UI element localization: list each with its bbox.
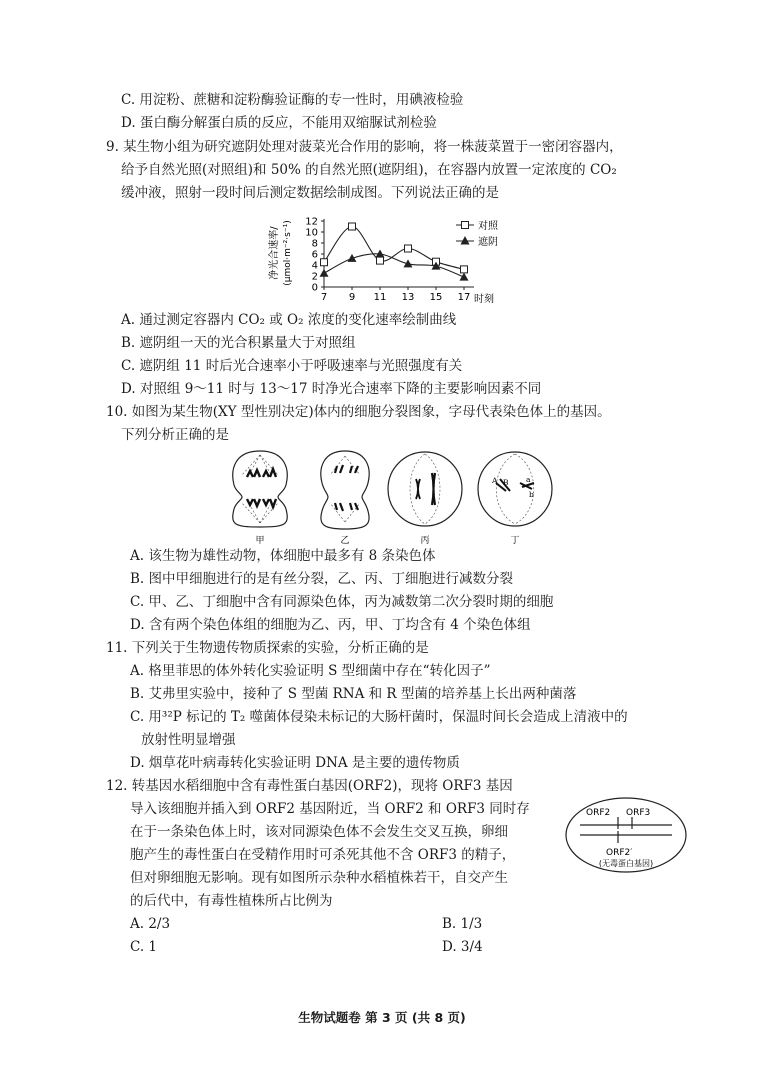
data-point-control [405,245,412,252]
q12-stem-line-4: 胞产生的毒性蛋白在受精作用时可杀死其他不含 ORF3 的精子， [130,847,516,863]
y-tick-label: 12 [305,216,318,228]
x-tick-label: 7 [320,292,328,303]
y-tick-label: 10 [305,227,318,239]
q12-option-c: C. 1 [130,939,158,955]
chart-xlabel: 时刻 [474,294,494,305]
chart-y-ticks [305,217,324,294]
q12-stem-line-2: 导入该细胞并插入到 ORF2 基因附近，当 ORF2 和 ORF3 同时存 [130,801,530,817]
q9-option-b: B. 遮阴组一天的光合积累量大于对照组 [121,335,356,351]
q8-option-c: C. 用淀粉、蔗糖和淀粉酶验证酶的专一性时，用碘液检验 [121,92,464,108]
data-point-shade [460,273,469,281]
x-tick-label: 13 [401,292,415,303]
data-point-shade [320,269,329,277]
label-no-toxin-gene: (无毒蛋白基因) [598,859,654,868]
gene-label-B: B [503,478,509,487]
legend-marker-triangle [461,236,470,245]
series-line-control [324,226,464,269]
chart-ylabel-line-2: (μmol·m⁻²·s⁻¹) [283,220,293,286]
cell-label-bing: 丙 [420,536,430,546]
q12-option-b: B. 1/3 [442,916,483,932]
q10-option-b: B. 图中甲细胞进行的是有丝分裂，乙、丙、丁细胞进行减数分裂 [130,571,514,587]
cell-ding [478,452,552,546]
chart-ylabel [267,220,293,285]
x-tick-label: 15 [429,292,443,303]
gene-label-a: a [526,475,531,484]
q12-chromosome-diagram [562,795,692,875]
x-tick-label: 11 [373,292,387,303]
cell-label-ding: 丁 [510,536,520,546]
legend-marker-square [462,222,469,229]
q12-option-d: D. 3/4 [442,939,483,955]
q11-option-c-line-2: 放射性明显增强 [141,732,236,748]
chart-ylabel-line-1: 净光合速率/ [269,226,280,280]
q9-stem-line-2: 给予自然光照(对照组)和 50% 的自然光照(遮阴组)，在容器内放置一定浓度的 CO₂ [121,162,617,178]
chart-series [320,223,469,281]
q11-option-b: B. 艾弗里实验中，接种了 S 型菌 RNA 和 R 型菌的培养基上长出两种菌落 [130,686,577,702]
y-tick-label: 4 [311,260,318,272]
cell-jia [233,451,287,546]
q9-stem-line-1: 9. 某生物小组为研究遮阴处理对菠菜光合作用的影响，将一株菠菜置于一密闭容器内， [106,139,623,155]
y-tick-label: 0 [311,282,318,294]
data-point-control [461,266,468,273]
q11-stem: 11. 下列关于生物遗传物质探索的实验，分析正确的是 [106,640,429,656]
data-point-control [321,259,328,266]
y-tick-label: 2 [311,271,318,283]
q9-option-c: C. 遮阴组 11 时后光合速率小于呼吸速率与光照强度有关 [121,358,463,374]
q12-stem-line-5: 但对卵细胞无影响。现有如图所示杂种水稻植株若干，自交产生 [130,870,508,886]
x-tick-label: 17 [457,292,471,303]
q9-option-d: D. 对照组 9～11 时与 13～17 时净光合速率下降的主要影响因素不同 [121,381,542,397]
q12-option-a: A. 2/3 [130,916,171,932]
q9-stem-line-3: 缓冲液，照射一段时间后测定数据绘制成图。下列说法正确的是 [121,185,499,201]
cell-bing [388,452,462,546]
y-tick-label: 6 [311,249,318,261]
chart-x-ticks [321,287,471,303]
x-tick-label: 9 [348,292,356,303]
q9-line-chart [260,205,520,310]
q10-option-c: C. 甲、乙、丁细胞中含有同源染色体，丙为减数第二次分裂时期的细胞 [130,594,554,610]
data-point-control [349,223,356,230]
q9-option-a: A. 通过测定容器内 CO₂ 或 O₂ 浓度的变化速率绘制曲线 [121,312,457,328]
page-footer: 生物试题卷 第 3 页 (共 8 页) [298,1010,466,1025]
cell-yi [321,451,369,546]
cell-label-jia: 甲 [255,536,265,546]
q12-stem-line-3: 在于一条染色体上时，该对同源染色体不会发生交叉互换，卵细 [130,824,508,840]
y-tick-label: 8 [311,238,318,250]
q10-option-a: A. 该生物为雄性动物，体细胞中最多有 8 条染色体 [130,548,436,564]
label-orf2: ORF2 [586,808,611,818]
q10-option-d: D. 含有两个染色体组的细胞为乙、丙，甲、丁均含有 4 个染色体组 [130,617,531,633]
q8-option-d: D. 蛋白酶分解蛋白质的反应，不能用双缩脲试剂检验 [121,115,437,131]
gene-label-b: b [529,490,534,499]
q10-stem-line-1: 10. 如图为某生物(XY 型性别决定)体内的细胞分裂图象，字母代表染色体上的基因。 [106,404,611,420]
q10-stem-line-2: 下列分析正确的是 [121,427,229,443]
q11-option-a: A. 格里菲思的体外转化实验证明 S 型细菌中存在“转化因子” [130,663,491,679]
data-point-control [377,257,384,264]
label-orf3: ORF3 [626,808,651,818]
gene-label-A: A [492,476,498,485]
label-orf2-prime: ORF2′ [606,848,633,858]
series-line-shade [324,254,464,277]
chart-legend [456,219,499,248]
q12-stem-line-6: 的后代中，有毒性植株所占比例为 [130,893,333,909]
q11-option-c-line-1: C. 用³²P 标记的 T₂ 噬菌体侵染未标记的大肠杆菌时，保温时间长会造成上清液中的 [130,709,628,725]
q10-cell-division-figure [220,447,570,547]
q12-stem-line-1: 12. 转基因水稻细胞中含有毒性蛋白基因(ORF2)，现将 ORF3 基因 [106,778,513,794]
q11-option-d: D. 烟草花叶病毒转化实验证明 DNA 是主要的遗传物质 [130,755,460,771]
cell-label-yi: 乙 [340,536,350,546]
legend-label-shade: 遮阴 [478,237,498,248]
legend-label-control: 对照 [478,221,498,232]
